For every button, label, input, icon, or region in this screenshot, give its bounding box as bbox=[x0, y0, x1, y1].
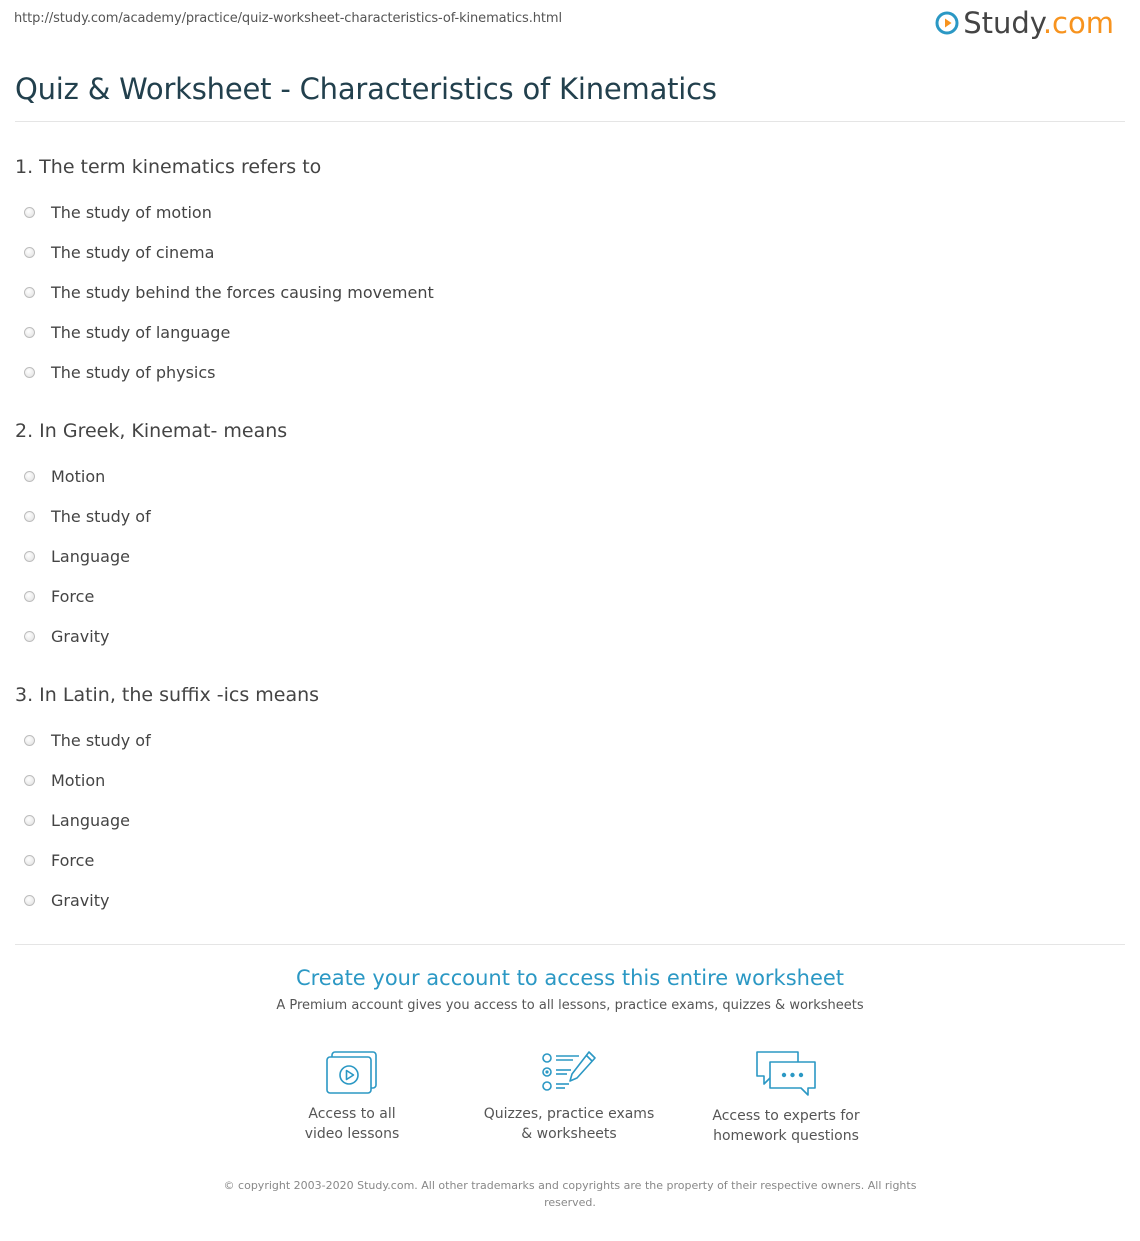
radio-button[interactable] bbox=[24, 287, 35, 298]
radio-button[interactable] bbox=[24, 327, 35, 338]
feature-quizzes bbox=[469, 1048, 669, 1144]
feature-line: Quizzes, practice exams bbox=[483, 1106, 655, 1122]
chat-bubbles-icon bbox=[754, 1048, 818, 1098]
copyright-footer bbox=[220, 1177, 920, 1211]
answer-option[interactable] bbox=[15, 192, 1115, 232]
answer-options bbox=[15, 456, 1115, 656]
radio-button[interactable] bbox=[24, 591, 35, 602]
answer-option[interactable] bbox=[15, 880, 1115, 920]
answer-option[interactable] bbox=[15, 312, 1115, 352]
title-divider bbox=[15, 121, 1125, 122]
page-url: http://study.com/academy/practice/quiz-worksheet-characteristics-of-kinematics.html bbox=[14, 11, 562, 26]
option-label: Gravity bbox=[51, 890, 110, 910]
answer-option[interactable] bbox=[15, 800, 1115, 840]
play-circle-icon bbox=[935, 11, 959, 35]
radio-button[interactable] bbox=[24, 855, 35, 866]
answer-option[interactable] bbox=[15, 576, 1115, 616]
study-logo[interactable] bbox=[935, 6, 1114, 40]
answer-option[interactable] bbox=[15, 840, 1115, 880]
page-title: Quiz & Worksheet - Characteristics of Kinematics bbox=[15, 72, 717, 106]
radio-button[interactable] bbox=[24, 471, 35, 482]
cta-subtitle: A Premium account gives you access to all lessons, practice exams, quizzes & worksheets bbox=[276, 998, 864, 1013]
answer-option[interactable] bbox=[15, 456, 1115, 496]
question-2 bbox=[15, 416, 1115, 656]
radio-button[interactable] bbox=[24, 511, 35, 522]
radio-button[interactable] bbox=[24, 247, 35, 258]
answer-options bbox=[15, 192, 1115, 392]
option-label: The study of bbox=[51, 730, 151, 750]
answer-option[interactable] bbox=[15, 720, 1115, 760]
option-label: The study of bbox=[51, 506, 151, 526]
option-label: The study behind the forces causing movement bbox=[51, 282, 434, 302]
video-lessons-icon bbox=[326, 1048, 378, 1096]
option-label: Motion bbox=[51, 770, 106, 790]
radio-button[interactable] bbox=[24, 207, 35, 218]
feature-line: & worksheets bbox=[521, 1126, 617, 1142]
answer-option[interactable] bbox=[15, 232, 1115, 272]
answer-option[interactable] bbox=[15, 536, 1115, 576]
answer-option[interactable] bbox=[15, 272, 1115, 312]
feature-line: Access to all bbox=[308, 1106, 396, 1122]
question-1 bbox=[15, 152, 1115, 392]
option-label: Force bbox=[51, 850, 95, 870]
logo-suffix: .com bbox=[1042, 6, 1114, 40]
feature-line: video lessons bbox=[304, 1126, 400, 1142]
radio-button[interactable] bbox=[24, 735, 35, 746]
radio-button[interactable] bbox=[24, 815, 35, 826]
answer-option[interactable] bbox=[15, 760, 1115, 800]
option-label: Gravity bbox=[51, 626, 110, 646]
option-label: The study of motion bbox=[51, 202, 212, 222]
radio-button[interactable] bbox=[24, 775, 35, 786]
feature-line: Access to experts for bbox=[712, 1108, 860, 1124]
quiz-checklist-icon bbox=[541, 1048, 597, 1096]
option-label: Language bbox=[51, 546, 130, 566]
radio-button[interactable] bbox=[24, 631, 35, 642]
footer-line: reserved. bbox=[544, 1196, 596, 1209]
answer-option[interactable] bbox=[15, 616, 1115, 656]
logo-text: Study bbox=[963, 6, 1043, 40]
feature-experts bbox=[686, 1048, 886, 1146]
option-label: The study of language bbox=[51, 322, 231, 342]
radio-button[interactable] bbox=[24, 551, 35, 562]
answer-option[interactable] bbox=[15, 352, 1115, 392]
cta-title[interactable]: Create your account to access this entire worksheet bbox=[295, 966, 845, 990]
radio-button[interactable] bbox=[24, 895, 35, 906]
question-3 bbox=[15, 680, 1115, 920]
radio-button[interactable] bbox=[24, 367, 35, 378]
question-title: 3. In Latin, the suffix -ics means bbox=[15, 684, 320, 706]
feature-line: homework questions bbox=[713, 1128, 859, 1144]
footer-line: © copyright 2003-2020 Study.com. All other trademarks and copyrights are the property of their respective owners. All rights bbox=[223, 1179, 917, 1192]
answer-option[interactable] bbox=[15, 496, 1115, 536]
feature-video-lessons bbox=[252, 1048, 452, 1144]
question-title: 1. The term kinematics refers to bbox=[15, 156, 322, 178]
option-label: The study of physics bbox=[51, 362, 216, 382]
option-label: Language bbox=[51, 810, 130, 830]
answer-options bbox=[15, 720, 1115, 920]
option-label: Force bbox=[51, 586, 95, 606]
option-label: Motion bbox=[51, 466, 106, 486]
option-label: The study of cinema bbox=[51, 242, 215, 262]
section-divider bbox=[15, 944, 1125, 945]
question-title: 2. In Greek, Kinemat- means bbox=[15, 420, 288, 442]
